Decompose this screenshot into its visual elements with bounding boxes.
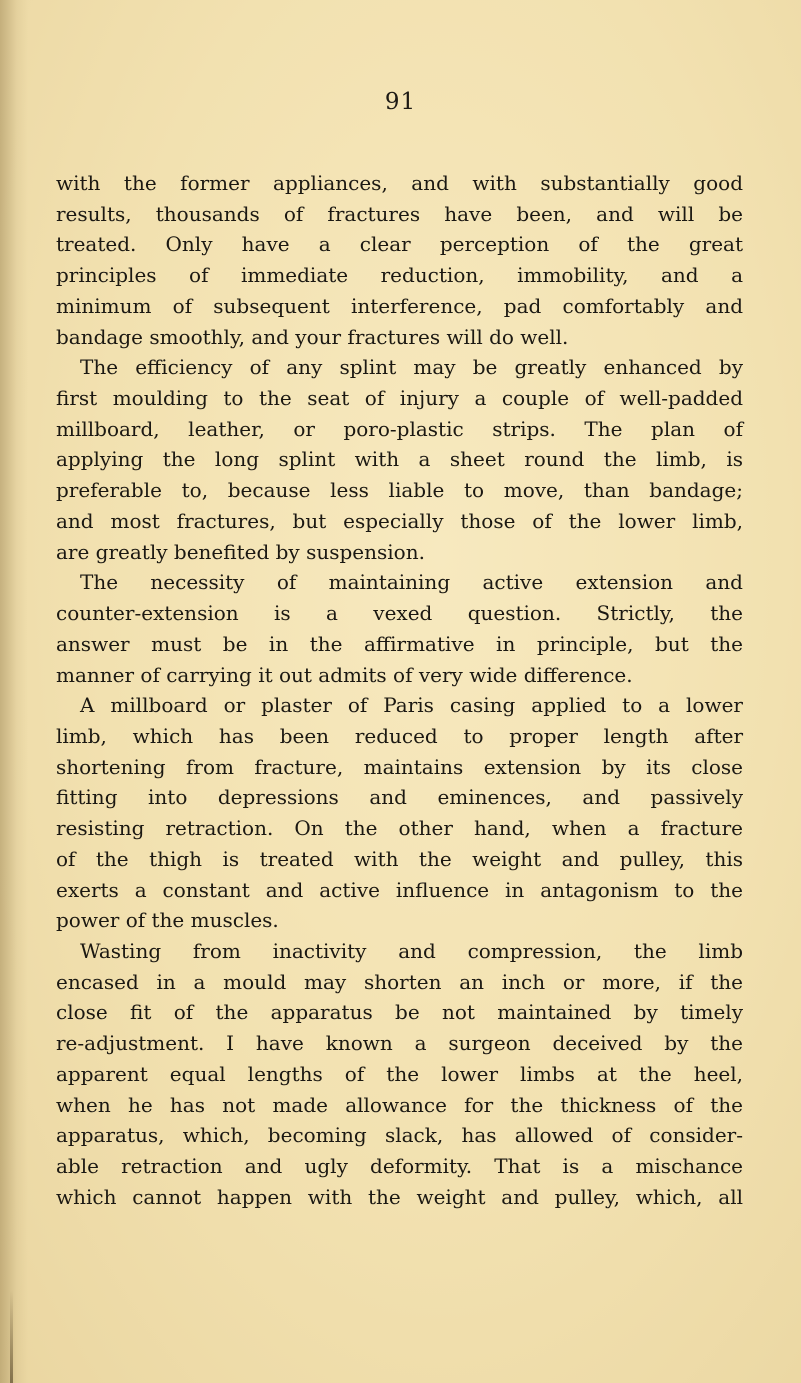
- paragraph-start-line: The necessity of maintaining active extension and: [80, 570, 743, 595]
- text-line: which cannot happen with the weight and pulley, which, all: [56, 1184, 743, 1209]
- text-line: are greatly benefited by suspension.: [56, 539, 425, 564]
- text-line: shortening from fracture, maintains extension by its close: [56, 754, 743, 779]
- page-number: 91: [384, 89, 417, 115]
- body-text: [56, 168, 743, 1212]
- text-line: first moulding to the seat of injury a couple of well-padded: [56, 386, 743, 411]
- text-line: able retraction and ugly deformity. That is a mischance: [56, 1154, 743, 1178]
- page-edge-mark: [10, 1290, 13, 1383]
- text-line: preferable to, because less liable to move, than bandage;: [56, 478, 743, 503]
- text-line: resisting retraction. On the other hand, when a fracture: [56, 816, 743, 841]
- text-line: manner of carrying it out admits of very wide difference.: [56, 662, 633, 687]
- text-line: when he has not made allowance for the thickness of the: [56, 1092, 743, 1117]
- text-line: limb, which has been reduced to proper length after: [56, 723, 743, 748]
- text-line: minimum of subsequent interference, pad comfortably and: [56, 293, 743, 318]
- text-line: applying the long splint with a sheet round the limb, is: [56, 447, 743, 472]
- text-line: principles of immediate reduction, immobility, and a: [56, 263, 743, 288]
- text-line: of the thigh is treated with the weight and pulley, this: [56, 846, 743, 871]
- binding-shadow: [0, 0, 28, 1383]
- paragraph-start-line: Wasting from inactivity and compression, the limb: [80, 938, 743, 963]
- text-line: exerts a constant and active influence in antagonism to the: [56, 877, 743, 902]
- text-line: counter-extension is a vexed question. Strictly, the: [56, 601, 743, 626]
- text-line: power of the muscles.: [56, 908, 279, 933]
- text-line: encased in a mould may shorten an inch or more, if the: [56, 969, 743, 994]
- paragraph-start-line: The efficiency of any splint may be greatly enhanced by: [80, 355, 743, 380]
- text-line: fitting into depressions and eminences, and passively: [56, 785, 743, 810]
- text-line: bandage smoothly, and your fractures will do well.: [56, 324, 569, 349]
- text-line: and most fractures, but especially those of the lower limb,: [56, 508, 743, 533]
- paragraph-start-line: A millboard or plaster of Paris casing applied to a lower: [80, 693, 743, 718]
- text-line: apparatus, which, becoming slack, has allowed of consider-: [56, 1123, 743, 1148]
- text-line: apparent equal lengths of the lower limbs at the heel,: [56, 1061, 743, 1086]
- text-line: close fit of the apparatus be not maintained by timely: [56, 1000, 743, 1025]
- text-line: treated. Only have a clear perception of the great: [56, 232, 743, 257]
- text-line: with the former appliances, and with substantially good: [56, 171, 743, 195]
- text-line: results, thousands of fractures have been, and will be: [56, 201, 743, 226]
- text-line: re-adjustment. I have known a surgeon deceived by the: [56, 1031, 743, 1056]
- text-line: answer must be in the affirmative in principle, but the: [56, 631, 743, 656]
- text-line: millboard, leather, or poro-plastic strips. The plan of: [56, 416, 743, 441]
